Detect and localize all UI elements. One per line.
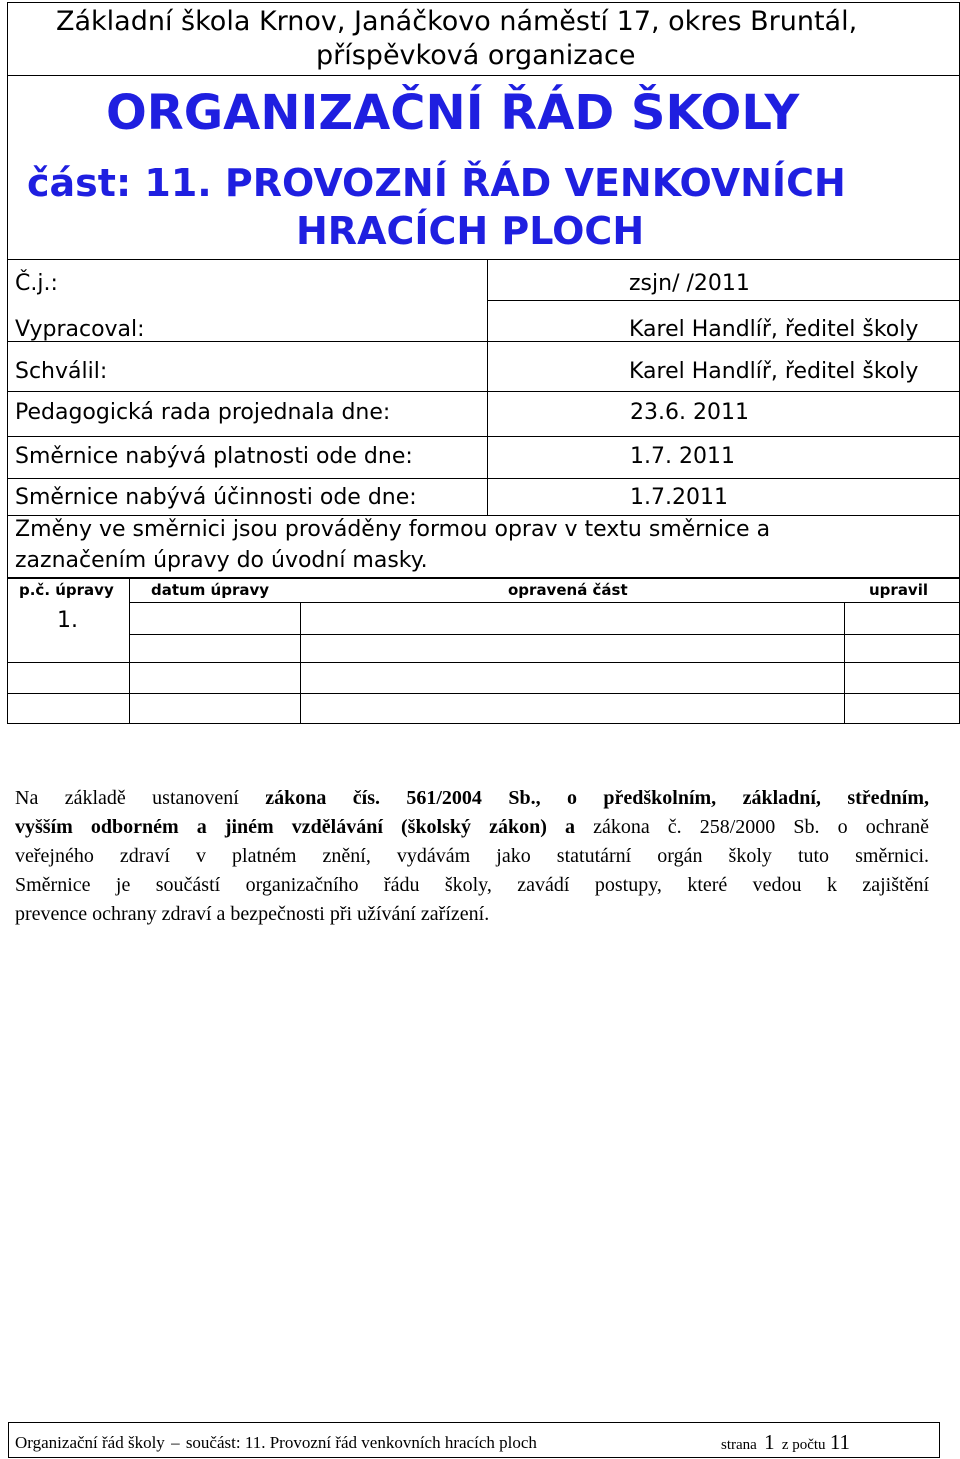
approved-label: Schválil: [15, 359, 108, 384]
column-header-part: opravená část [508, 581, 628, 599]
part-title-line2: HRACÍCH PLOCH [296, 209, 645, 253]
row-line-4 [7, 436, 960, 437]
footer-page-total: 11 [829, 1430, 851, 1454]
changes-note-line1: Změny ve směrnici jsou prováděny formou oprav v textu směrnice a [15, 517, 771, 542]
body-line-1: Na základě ustanovení zákona čís. 561/2004 Sb., o předškolním, základní, středním, [15, 787, 929, 809]
fields-divider [7, 259, 960, 260]
footer-page-label: strana [721, 1437, 757, 1453]
title-divider [7, 75, 960, 76]
footer-dash: – [171, 1433, 180, 1452]
effect-value: 1.7.2011 [630, 485, 728, 510]
prepared-value: Karel Handlíř, ředitel školy [629, 317, 919, 342]
row-line-1 [487, 300, 960, 301]
cj-value: zsjn/ /2011 [629, 271, 750, 296]
body-line-4: Směrnice je součástí organizačního řádu školy, zavádí postupy, které vedou k zajištění [15, 874, 929, 896]
column-header-date: datum úpravy [151, 581, 270, 599]
school-name-line2: příspěvková organizace [316, 40, 636, 71]
row-line-3 [7, 391, 960, 392]
row-line-5 [7, 478, 960, 479]
table-row-number: 1. [57, 608, 78, 633]
school-name-line1: Základní škola Krnov, Janáčkovo náměstí 17, okres Bruntál, [56, 6, 858, 37]
body-line-5: prevence ochrany zdraví a bezpečnosti při užívání zařízení. [15, 903, 490, 925]
part-title-line1: část: 11. PROVOZNÍ ŘÁD VENKOVNÍCH [27, 161, 846, 205]
column-header-editor: upravil [869, 581, 928, 599]
footer-doc: Organizační řád školy [15, 1433, 165, 1452]
fields-vertical [487, 259, 488, 515]
column-header-number: p.č. úpravy [19, 581, 114, 599]
document-title: ORGANIZAČNÍ ŘÁD ŠKOLY [106, 85, 800, 141]
cj-label: Č.j.: [15, 271, 58, 296]
council-label: Pedagogická rada projednala dne: [15, 400, 391, 425]
row-line-6 [7, 515, 960, 516]
validity-value: 1.7. 2011 [630, 444, 735, 469]
approved-value: Karel Handlíř, ředitel školy [629, 359, 919, 384]
footer-part: součást: 11. Provozní řád venkovních hracích ploch [185, 1433, 537, 1452]
effect-label: Směrnice nabývá účinnosti ode dne: [15, 485, 417, 510]
body-line-2: vyšším odborném a jiném vzdělávání (školský zákon) a zákona č. 258/2000 Sb. o ochraně [15, 816, 929, 838]
footer-page-of: z počtu [781, 1437, 826, 1453]
footer [8, 1422, 940, 1458]
footer-page-current: 1 [764, 1430, 775, 1454]
prepared-label: Vypracoval: [15, 317, 145, 342]
council-value: 23.6. 2011 [630, 400, 749, 425]
changes-note-line2: zaznačením úpravy do úvodní masky. [15, 548, 428, 573]
frame-top [7, 2, 960, 3]
validity-label: Směrnice nabývá platnosti ode dne: [15, 444, 413, 469]
body-line-3: veřejného zdraví v platném znění, vydávám jako statutární orgán školy tuto směrnici. [15, 845, 929, 867]
revision-table [7, 578, 960, 724]
